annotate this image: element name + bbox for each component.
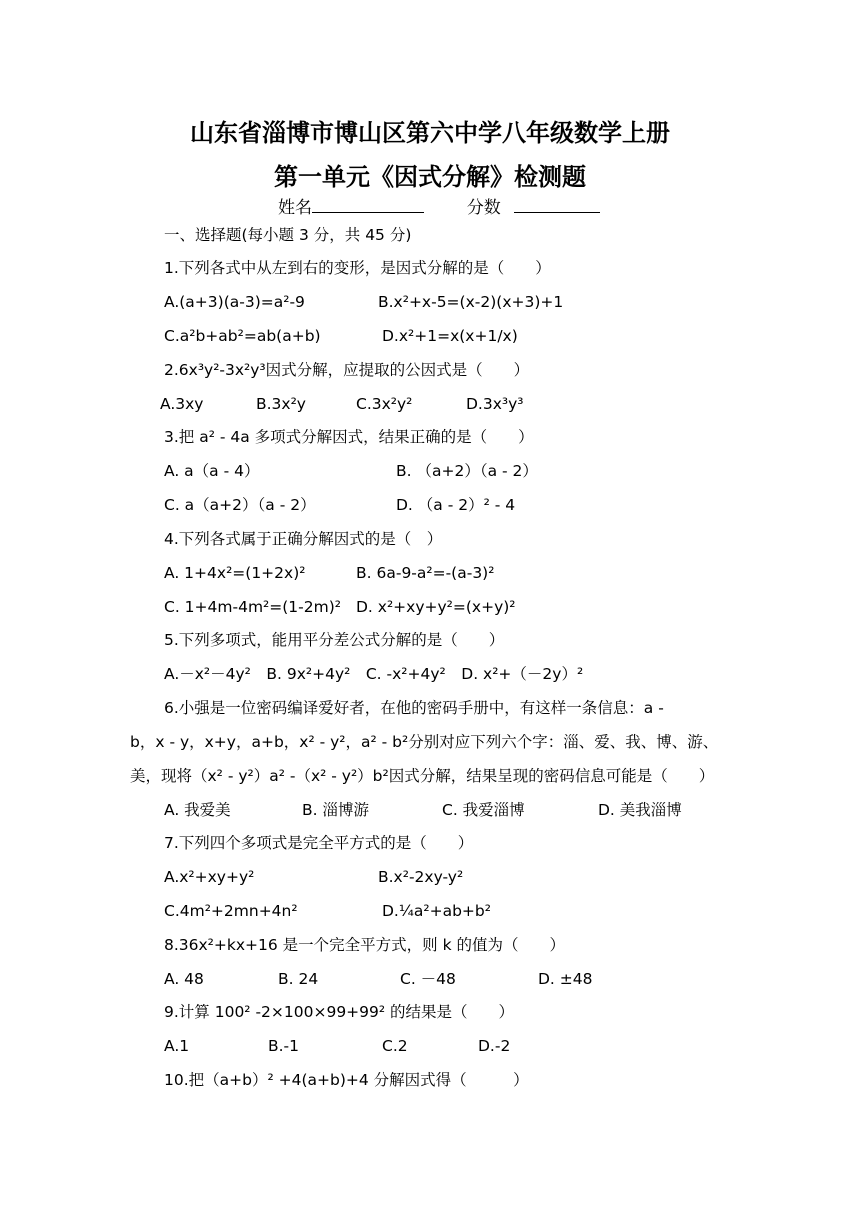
q6-line3: 美，现将（x² - y²）a² -（x² - y²）b²因式分解，结果呈现的密码信息可能是（ ） — [130, 767, 715, 785]
q2-stem: 2.6x³y²-3x²y³因式分解，应提取的公因式是（ ） — [164, 361, 530, 379]
q6-line1: 6.小强是一位密码编译爱好者，在他的密码手册中，有这样一条信息：a - — [164, 699, 664, 717]
q7-option-c[interactable]: C.4m²+2mn+4n² — [164, 902, 298, 920]
q6-option-a[interactable]: A. 我爱美 — [164, 801, 231, 819]
q3-stem: 3.把 a² - 4a 多项式分解因式，结果正确的是（ ） — [164, 428, 534, 446]
q7-option-b[interactable]: B.x²-2xy-y² — [378, 868, 464, 886]
q6-option-d[interactable]: D. 美我淄博 — [598, 801, 682, 819]
q2-option-d[interactable]: D.3x³y³ — [466, 395, 524, 413]
q7-option-a[interactable]: A.x²+xy+y² — [164, 868, 255, 886]
q8-option-a[interactable]: A. 48 — [164, 970, 204, 988]
q1-stem: 1.下列各式中从左到右的变形，是因式分解的是（ ） — [164, 259, 551, 277]
q2-option-c[interactable]: C.3x²y² — [356, 395, 413, 413]
q9-option-a[interactable]: A.1 — [164, 1037, 190, 1055]
q4-option-b[interactable]: B. 6a-9-a²=-(a-3)² — [356, 564, 495, 582]
q8-option-c[interactable]: C. －48 — [400, 970, 456, 988]
q3-option-a[interactable]: A. a（a - 4） — [164, 462, 260, 480]
q10-stem: 10.把（a+b）² +4(a+b)+4 分解因式得（ ） — [164, 1071, 529, 1089]
name-score-row — [278, 196, 600, 218]
q1-option-c[interactable]: C.a²b+ab²=ab(a+b) — [164, 327, 321, 345]
q3-option-d[interactable]: D. （a - 2）² - 4 — [396, 496, 516, 514]
score-label: 分数 — [466, 198, 501, 218]
q8-stem: 8.36x²+kx+16 是一个完全平方式，则 k 的值为（ ） — [164, 936, 566, 954]
doc-title-line1: 山东省淄博市博山区第六中学八年级数学上册 — [190, 118, 670, 147]
q1-option-b[interactable]: B.x²+x-5=(x-2)(x+3)+1 — [378, 293, 564, 311]
doc-title-line2: 第一单元《因式分解》检测题 — [274, 162, 586, 191]
q6-option-b[interactable]: B. 淄博游 — [302, 801, 369, 819]
q9-option-b[interactable]: B.-1 — [268, 1037, 300, 1055]
score-blank[interactable] — [514, 196, 600, 213]
q2-option-a[interactable]: A.3xy — [160, 395, 204, 413]
q8-option-b[interactable]: B. 24 — [278, 970, 319, 988]
q7-stem: 7.下列四个多项式是完全平方式的是（ ） — [164, 834, 474, 852]
q3-option-b[interactable]: B. （a+2）（a - 2） — [396, 462, 538, 480]
q1-option-d[interactable]: D.x²+1=x(x+1/x) — [382, 327, 518, 345]
q9-stem: 9.计算 100² -2×100×99+99² 的结果是（ ） — [164, 1003, 515, 1021]
q9-option-c[interactable]: C.2 — [382, 1037, 408, 1055]
name-label: 姓名 — [278, 198, 312, 218]
q4-option-c[interactable]: C. 1+4m-4m²=(1-2m)² — [164, 598, 341, 616]
q4-option-a[interactable]: A. 1+4x²=(1+2x)² — [164, 564, 306, 582]
q5-stem: 5.下列多项式，能用平分差公式分解的是（ ） — [164, 631, 505, 649]
q1-option-a[interactable]: A.(a+3)(a-3)=a²-9 — [164, 293, 305, 311]
q9-option-d[interactable]: D.-2 — [478, 1037, 511, 1055]
q6-option-c[interactable]: C. 我爱淄博 — [442, 801, 525, 819]
q4-stem: 4.下列各式属于正确分解因式的是（ ） — [164, 530, 443, 548]
q3-option-c[interactable]: C. a（a+2）（a - 2） — [164, 496, 316, 514]
q5-options[interactable]: A.－x²－4y² B. 9x²+4y² C. -x²+4y² D. x²+（－2y）² — [164, 665, 584, 683]
q2-option-b[interactable]: B.3x²y — [256, 395, 306, 413]
q6-line2: b，x - y，x+y，a+b，x² - y²，a² - b²分别对应下列六个字：淄、爱、我、博、游、 — [130, 733, 719, 751]
name-blank[interactable] — [312, 196, 424, 213]
section-heading: 一、选择题(每小题 3 分，共 45 分) — [164, 226, 412, 244]
q8-option-d[interactable]: D. ±48 — [538, 970, 593, 988]
q4-option-d[interactable]: D. x²+xy+y²=(x+y)² — [356, 598, 516, 616]
q7-option-d[interactable]: D.¼a²+ab+b² — [382, 902, 491, 920]
